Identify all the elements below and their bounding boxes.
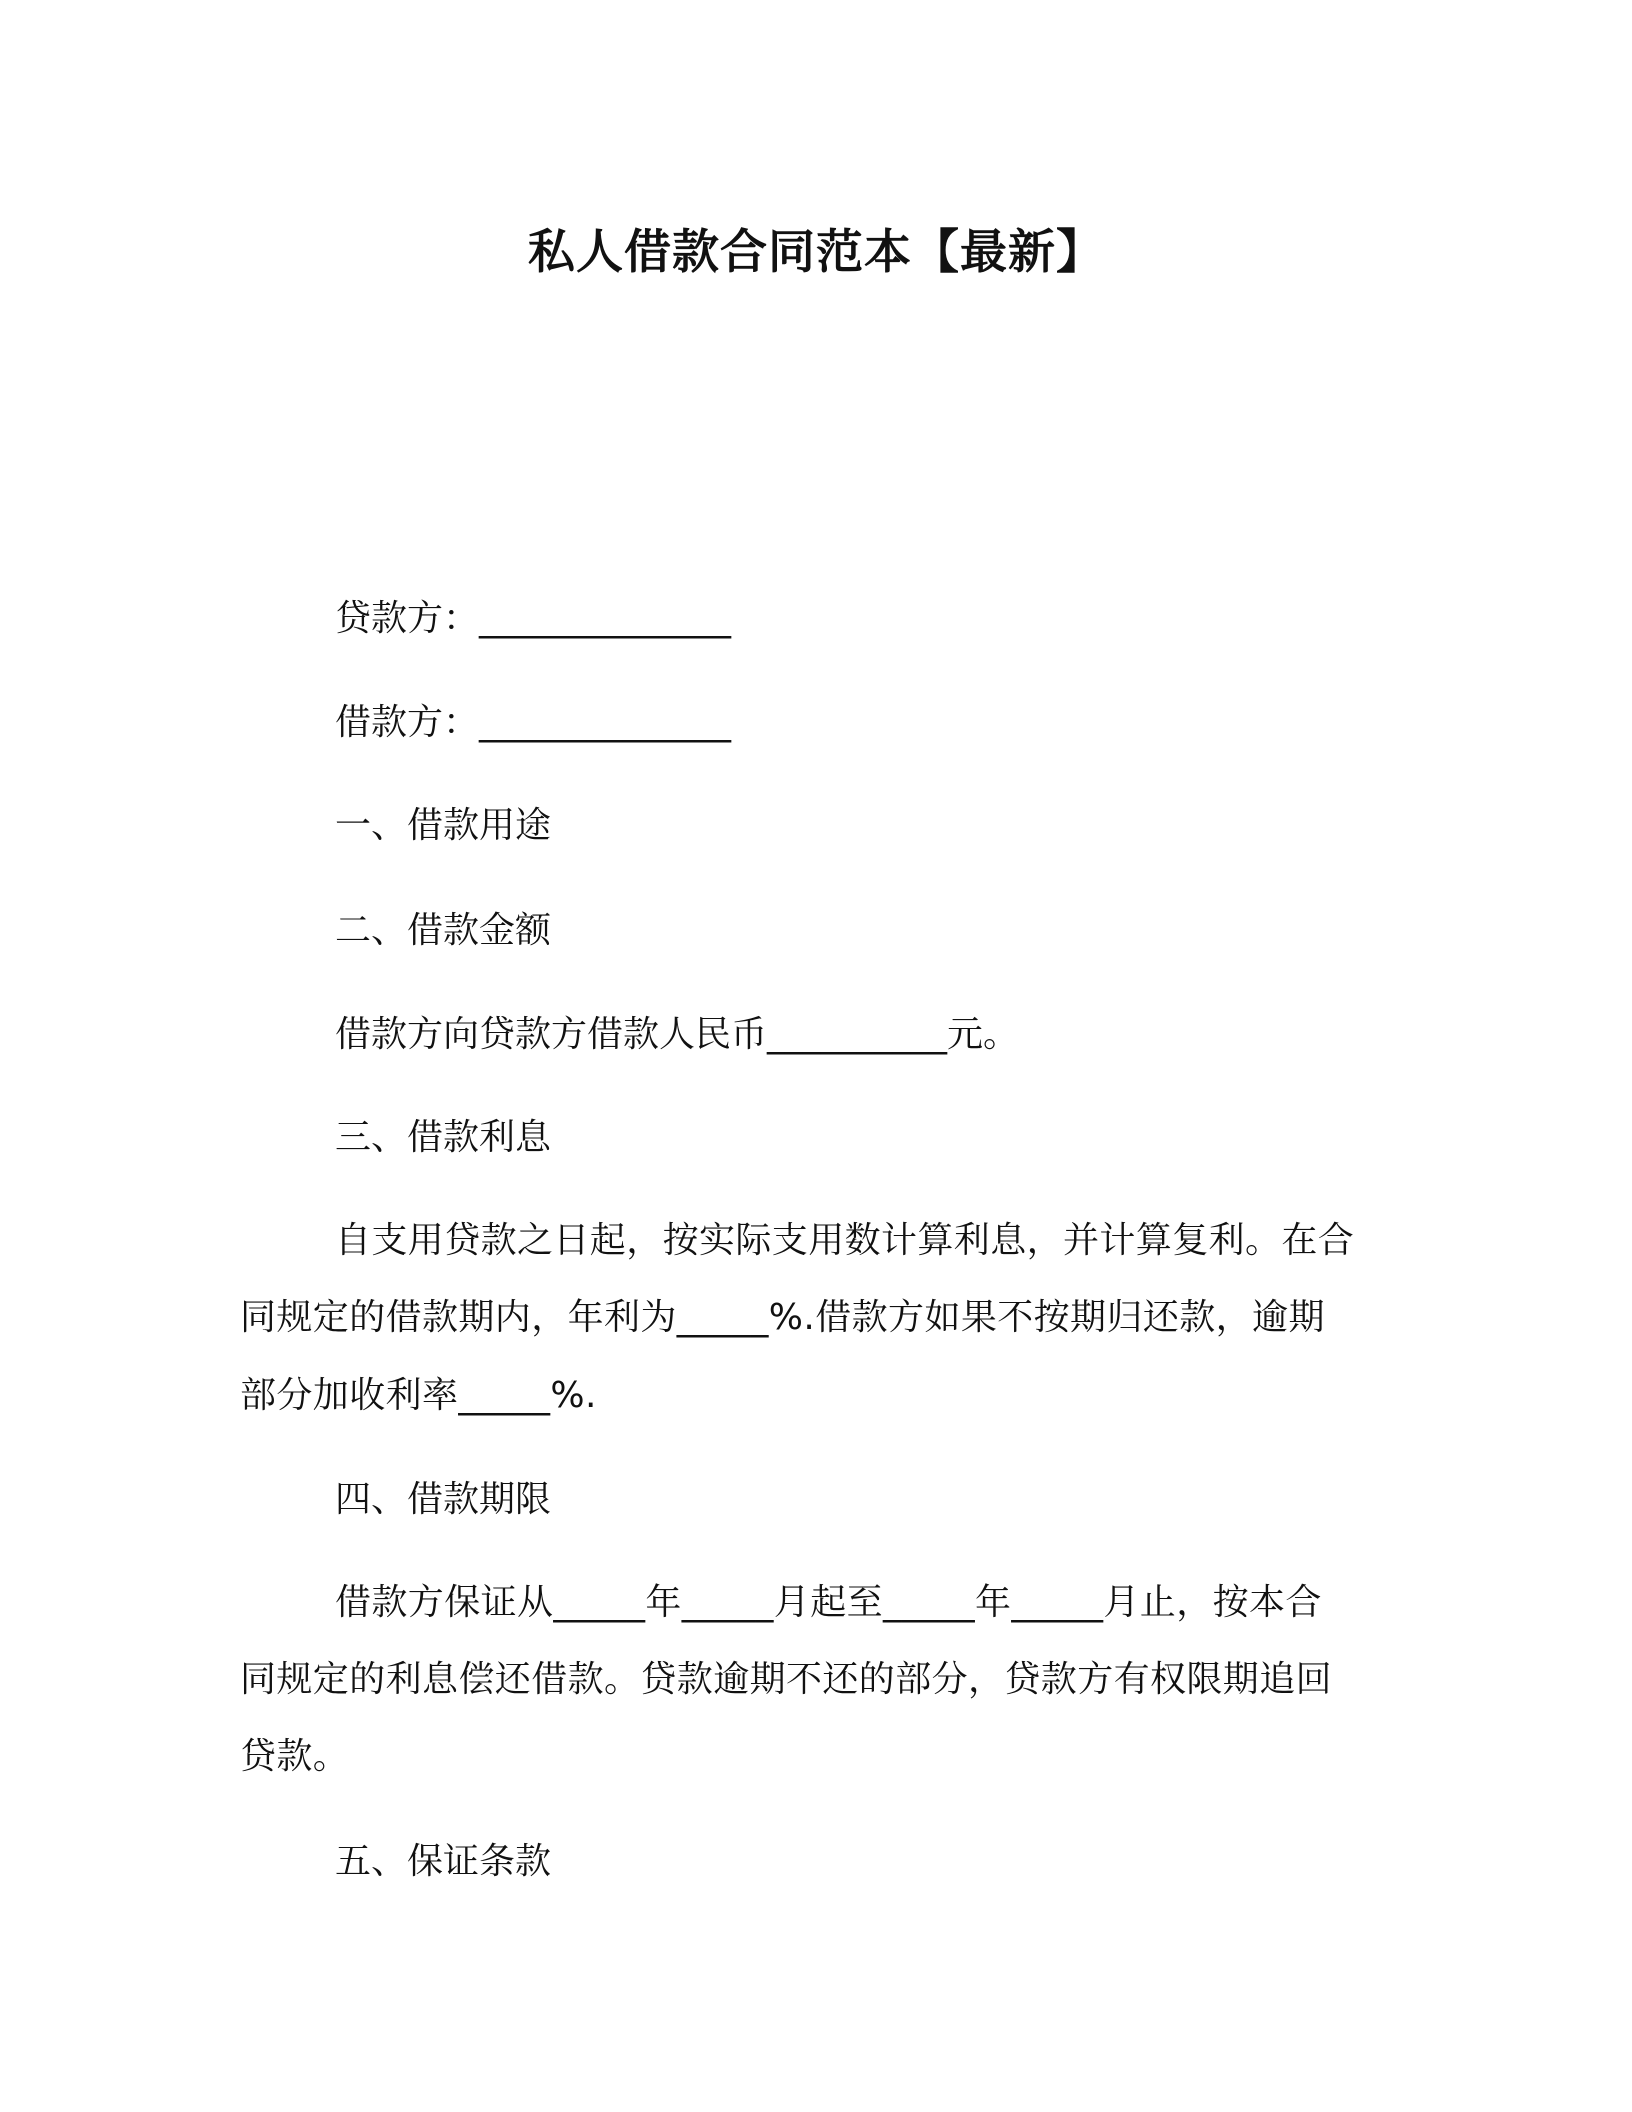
- section-5-heading: 五、保证条款: [335, 1841, 552, 1882]
- document-title: 私人借款合同范本【最新】: [528, 225, 1104, 280]
- section-1-heading: 一、借款用途: [335, 805, 552, 846]
- section-3-line-2: 同规定的借款期内，年利为_____%.借款方如果不按期归还款，逾期: [240, 1297, 1325, 1338]
- section-3-line-3: 部分加收利率_____%.: [240, 1375, 597, 1416]
- section-2-text: 借款方向贷款方借款人民币__________元。: [335, 1014, 1020, 1055]
- section-3-heading: 三、借款利息: [335, 1117, 552, 1158]
- section-4-heading: 四、借款期限: [335, 1479, 552, 1520]
- section-4-line-1: 借款方保证从_____年_____月起至_____年_____月止，按本合: [335, 1582, 1322, 1623]
- section-2-heading: 二、借款金额: [335, 910, 552, 951]
- section-4-line-2: 同规定的利息偿还借款。贷款逾期不还的部分，贷款方有权限期追回: [240, 1659, 1333, 1700]
- borrower-line: 借款方：______________: [335, 702, 732, 743]
- section-3-line-1: 自支用贷款之日起，按实际支用数计算利息，并计算复利。在合: [335, 1220, 1355, 1261]
- section-4-line-3: 贷款。: [240, 1736, 350, 1777]
- lender-line: 贷款方：______________: [335, 598, 732, 639]
